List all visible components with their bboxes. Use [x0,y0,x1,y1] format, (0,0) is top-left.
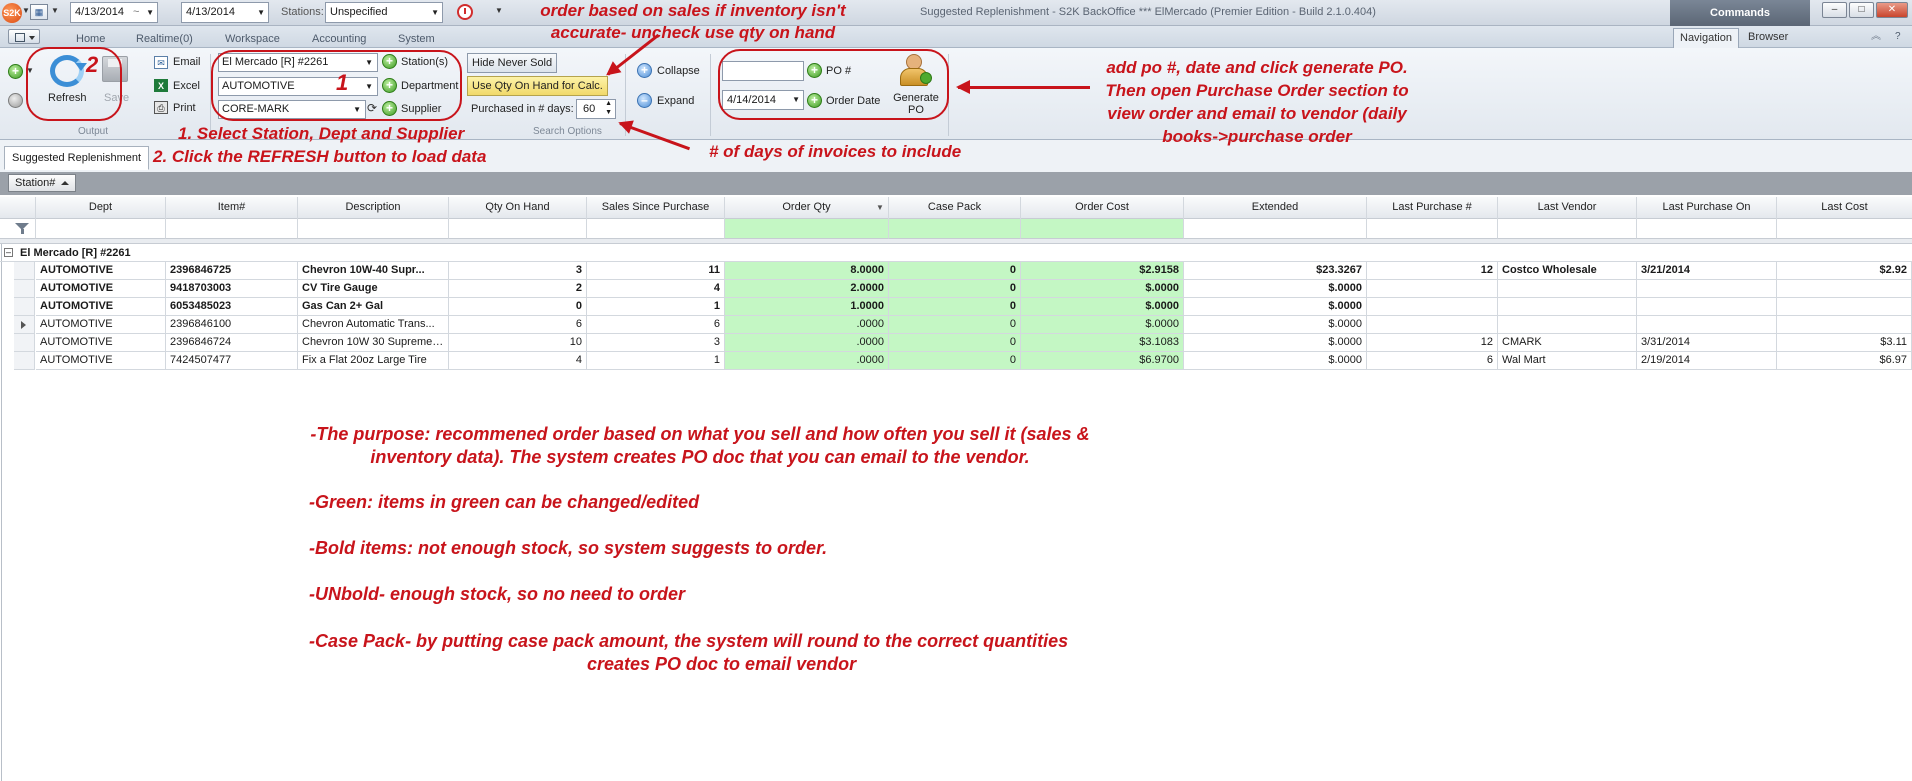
annotation-text: order based on sales if inventory isn't [540,1,846,20]
date-to-value: 4/13/2014 [186,6,235,18]
cell-extended: $23.3267 [1184,262,1367,280]
add-icon[interactable]: + [8,64,23,79]
cell-last-purchase-on: 3/21/2014 [1637,262,1777,280]
chevron-down-icon[interactable]: ▼ [431,8,439,17]
chevron-down-icon[interactable]: ▼ [146,8,154,17]
chevron-down-icon[interactable]: ▼ [22,6,30,15]
annotation-unbold: -UNbold- enough stock, so no need to order [309,584,685,604]
annotation-qty-on-hand [518,0,868,44]
email-icon[interactable]: ✉ [154,56,168,69]
cell-qty-on-hand: 0 [449,298,587,316]
column-header-sales-since-purchase[interactable]: Sales Since Purchase [587,197,725,219]
cell-item: 2396846725 [166,262,298,280]
add-supplier-icon[interactable]: + [382,101,397,116]
cell-sales-since-purchase: 6 [587,316,725,334]
supplier-button[interactable]: Supplier [401,103,442,115]
date-range-separator: ~ [133,6,140,18]
cell-dept: AUTOMOTIVE [36,298,166,316]
cell-last-cost [1777,298,1912,316]
column-header-dept[interactable]: Dept [36,197,166,219]
po-number-label: PO # [826,65,852,77]
cell-last-purchase-on [1637,280,1777,298]
cell-description: Chevron 10W 30 Supreme ... [298,334,449,352]
stations-label: Stations: [281,6,324,18]
commands-panel-tab[interactable]: Commands [1670,0,1810,26]
chevron-down-icon[interactable]: ▼ [365,58,373,67]
cell-dept: AUTOMOTIVE [36,334,166,352]
cell-order-cost[interactable]: $.0000 [1021,280,1184,298]
cell-order-qty[interactable]: .0000 [725,334,889,352]
cell-last-purchase-on [1637,298,1777,316]
annotation-text: view order and email to vendor (daily [1107,104,1407,123]
cell-extended: $.0000 [1184,298,1367,316]
filter-cell-order-qty[interactable] [725,219,889,239]
stations-select[interactable] [325,2,443,23]
collapse-group-icon[interactable]: – [5,247,11,257]
menu-workspace[interactable]: Workspace [225,33,280,45]
cell-sales-since-purchase: 3 [587,334,725,352]
save-button[interactable]: Save [104,92,130,104]
department-button[interactable]: Department [401,80,459,92]
column-header-description[interactable]: Description [298,197,449,219]
cell-last-vendor: Wal Mart [1498,352,1637,370]
annotation-text: creates PO doc to email vendor [587,654,857,674]
annotation-days: # of days of invoices to include [709,142,962,161]
tab-browser[interactable]: Browser [1748,31,1789,43]
refresh-button[interactable]: Refresh [48,92,87,104]
menu-realtime[interactable]: Realtime(0) [136,33,193,45]
cell-description: Chevron Automatic Trans... [298,316,449,334]
row-selector[interactable] [14,262,35,280]
cell-sales-since-purchase: 4 [587,280,725,298]
cell-last-purchase-number [1367,316,1498,334]
cell-last-purchase-number [1367,298,1498,316]
filter-cell[interactable] [1367,219,1498,239]
cell-order-cost[interactable]: $2.9158 [1021,262,1184,280]
chevron-down-icon[interactable]: ▼ [353,105,361,114]
annotation-number: 1 [336,70,349,95]
menu-system[interactable]: System [398,33,435,45]
cell-order-cost[interactable]: $6.9700 [1021,352,1184,370]
filter-cell[interactable] [1637,219,1777,239]
app-logo: S2K [2,3,22,23]
cell-extended: $.0000 [1184,334,1367,352]
excel-button[interactable]: Excel [173,80,200,92]
order-date-label: Order Date [826,95,881,107]
expand-button[interactable]: Expand [657,95,695,107]
group-by-station-chip[interactable]: Station# [8,174,76,192]
cell-last-purchase-on [1637,316,1777,334]
ribbon-menu-bar [0,26,1912,48]
cell-dept: AUTOMOTIVE [36,262,166,280]
chevron-down-icon[interactable]: ▼ [792,95,800,104]
annotation-green: -Green: items in green can be changed/edited [309,492,700,512]
cell-order-cost[interactable]: $3.1083 [1021,334,1184,352]
cell-dept: AUTOMOTIVE [36,316,166,334]
group-row-station[interactable] [0,244,1912,262]
annotation-text: Then open Purchase Order section to [1105,81,1409,100]
maximize-button[interactable]: □ [1849,2,1874,18]
tab-navigation[interactable]: Navigation [1673,28,1739,48]
date-from-value: 4/13/2014 [75,6,124,18]
help-icon[interactable]: ? [1895,31,1901,42]
annotation-text: -The purpose: recommened order based on what you sell and how often you sell it (sales & [310,424,1090,444]
cell-item: 2396846100 [166,316,298,334]
chevron-down-icon[interactable]: ▼ [257,8,265,17]
cell-last-purchase-number: 12 [1367,262,1498,280]
filter-cell[interactable] [36,219,166,239]
row-selector[interactable] [14,334,35,352]
print-button[interactable]: Print [173,102,196,114]
sort-desc-icon[interactable]: ▼ [876,203,884,212]
cell-order-qty[interactable]: 8.0000 [725,262,889,280]
header-corner [0,197,36,219]
purchased-days-value: 60 [583,103,596,115]
cell-extended: $.0000 [1184,352,1367,370]
menu-accounting[interactable]: Accounting [312,33,367,45]
filter-cell[interactable] [166,219,298,239]
generate-po-label: PO [908,104,924,116]
cell-last-purchase-on: 3/31/2014 [1637,334,1777,352]
cell-last-cost [1777,316,1912,334]
chevron-down-icon[interactable]: ▼ [51,6,59,15]
column-header-last-vendor[interactable]: Last Vendor [1498,197,1637,219]
cell-last-purchase-number: 12 [1367,334,1498,352]
order-date-value: 4/14/2014 [727,94,776,106]
row-selector[interactable] [14,280,35,298]
ribbon-separator [710,54,711,136]
filter-cell[interactable] [449,219,587,239]
cell-description: CV Tire Gauge [298,280,449,298]
cell-case-pack[interactable]: 0 [889,280,1021,298]
cell-last-cost: $3.11 [1777,334,1912,352]
cell-description: Gas Can 2+ Gal [298,298,449,316]
calendar-icon[interactable]: ▦ [30,4,48,20]
alarm-clock-icon[interactable] [457,4,473,20]
cell-sales-since-purchase: 1 [587,352,725,370]
add-station-icon[interactable]: + [382,54,397,69]
cell-extended: $.0000 [1184,280,1367,298]
group-row-label: El Mercado [R] #2261 [20,247,131,259]
add-department-icon[interactable]: + [382,78,397,93]
row-selector[interactable] [14,298,35,316]
add-po-icon[interactable]: + [807,63,822,78]
cell-qty-on-hand: 4 [449,352,587,370]
cell-qty-on-hand: 6 [449,316,587,334]
cell-qty-on-hand: 2 [449,280,587,298]
excel-icon[interactable]: X [154,79,168,92]
cell-last-purchase-number: 6 [1367,352,1498,370]
filter-cell[interactable] [1498,219,1637,239]
cell-last-vendor [1498,298,1637,316]
annotation-purpose [300,423,1100,469]
filter-cell[interactable] [1777,219,1912,239]
email-button[interactable]: Email [173,56,201,68]
cell-qty-on-hand: 10 [449,334,587,352]
remove-icon[interactable] [8,93,23,108]
menu-home[interactable]: Home [76,33,106,45]
stations-button[interactable]: Station(s) [401,56,449,68]
expand-icon[interactable]: – [637,93,652,108]
title-bar [0,0,1912,26]
cell-sales-since-purchase: 11 [587,262,725,280]
annotation-bold: -Bold items: not enough stock, so system suggests to order. [309,538,828,558]
filter-cell[interactable] [1184,219,1367,239]
cell-order-qty[interactable]: 2.0000 [725,280,889,298]
add-order-date-icon[interactable]: + [807,93,822,108]
collapse-icon[interactable]: + [637,63,652,78]
group-by-panel [0,172,1912,195]
cell-sales-since-purchase: 1 [587,298,725,316]
minimize-button[interactable]: – [1822,2,1847,18]
chevron-down-icon[interactable]: ▼ [26,66,34,75]
filter-cell[interactable] [298,219,449,239]
filter-icon[interactable] [15,222,29,235]
department-value: AUTOMOTIVE [222,80,295,92]
column-header-qty-on-hand[interactable]: Qty On Hand [449,197,587,219]
cell-order-qty[interactable]: 1.0000 [725,298,889,316]
cell-last-cost [1777,280,1912,298]
column-header-last-purchase-on[interactable]: Last Purchase On [1637,197,1777,219]
window-title: Suggested Replenishment - S2K BackOffice *** ElMercado (Premier Edition - Build 2.1.0.404) [920,6,1376,18]
cell-case-pack[interactable]: 0 [889,334,1021,352]
cell-case-pack[interactable]: 0 [889,316,1021,334]
cell-case-pack[interactable]: 0 [889,352,1021,370]
cell-case-pack[interactable]: 0 [889,262,1021,280]
cell-last-purchase-number [1367,280,1498,298]
filter-cell-case-pack[interactable] [889,219,1021,239]
grid-left-border [1,244,2,781]
print-icon[interactable]: ⎙ [154,101,168,114]
column-header-item[interactable]: Item# [166,197,298,219]
column-header-last-purchase-number[interactable]: Last Purchase # [1367,197,1498,219]
cell-qty-on-hand: 3 [449,262,587,280]
supplier-value: CORE-MARK [222,103,290,115]
annotation-generate-po [1082,56,1432,148]
column-header-order-qty[interactable]: Order Qty [725,197,889,219]
row-selector[interactable] [14,352,35,370]
date-from-field[interactable] [70,2,158,23]
cell-last-vendor: Costco Wholesale [1498,262,1637,280]
column-header-last-cost[interactable]: Last Cost [1821,201,1868,213]
row-selector[interactable] [14,316,35,334]
cell-order-cost[interactable]: $.0000 [1021,316,1184,334]
date-to-field[interactable] [181,2,269,23]
cell-dept: AUTOMOTIVE [36,280,166,298]
annotation-text: -Case Pack- by putting case pack amount, the system will round to the correct quantities [309,631,1069,651]
column-header-case-pack[interactable]: Case Pack [889,197,1021,219]
cell-last-vendor [1498,316,1637,334]
column-header-order-cost[interactable]: Order Cost [1021,197,1184,219]
annotation-arrow [958,86,1090,89]
cell-item: 6053485023 [166,298,298,316]
hide-never-sold-toggle[interactable]: Hide Never Sold [467,53,557,73]
annotation-ring-po [718,49,949,120]
purchased-days-stepper[interactable] [576,99,616,119]
cell-item: 9418703003 [166,280,298,298]
cell-item: 2396846724 [166,334,298,352]
chevron-down-icon[interactable]: ▼ [495,6,503,15]
annotation-text: add po #, date and click generate PO. [1106,58,1408,77]
annotation-number: 2 [86,52,99,77]
close-button[interactable]: ✕ [1876,2,1908,18]
station-value: El Mercado [R] #2261 [222,56,329,68]
use-qty-on-hand-toggle[interactable]: Use Qty On Hand for Calc. [467,76,608,96]
search-options-group-label: Search Options [533,126,602,137]
cell-order-qty[interactable]: .0000 [725,316,889,334]
quick-access-button[interactable] [8,29,40,44]
cell-item: 7424507477 [166,352,298,370]
annotation-text: inventory data). The system creates PO doc that you can email to the vendor. [370,447,1030,467]
stations-value: Unspecified [330,6,388,18]
tab-suggested-replenishment[interactable]: Suggested Replenishment [4,146,149,170]
cell-last-cost: $6.97 [1777,352,1912,370]
annotation-ring-refresh [26,47,122,121]
annotation-case-pack [309,630,1068,676]
cell-order-qty[interactable]: .0000 [725,352,889,370]
cell-extended: $.0000 [1184,316,1367,334]
filter-cell[interactable] [587,219,725,239]
cell-last-vendor: CMARK [1498,334,1637,352]
cell-last-vendor [1498,280,1637,298]
stepper-arrows-icon[interactable]: ▲ ▼ [605,100,612,116]
filter-cell-order-cost[interactable] [1021,219,1184,239]
chevron-down-icon[interactable]: ▼ [365,82,373,91]
annotation-text: books->purchase order [1162,127,1352,146]
column-header-extended[interactable]: Extended [1184,197,1367,219]
cell-description: Fix a Flat 20oz Large Tire [298,352,449,370]
cell-case-pack[interactable]: 0 [889,298,1021,316]
cell-order-cost[interactable]: $.0000 [1021,298,1184,316]
cell-dept: AUTOMOTIVE [36,352,166,370]
output-group-label: Output [78,126,109,137]
cell-last-cost: $2.92 [1777,262,1912,280]
cell-description: Chevron 10W-40 Supr... [298,262,449,280]
generate-po-label: Generate [893,92,939,104]
cell-last-purchase-on: 2/19/2014 [1637,352,1777,370]
annotation-step1: 1. Select Station, Dept and Supplier [178,124,465,143]
collapse-ribbon-icon[interactable]: ︽ [1871,31,1881,42]
reload-supplier-icon[interactable]: ⟳ [367,101,378,115]
annotation-step2: 2. Click the REFRESH button to load data [153,147,487,166]
annotation-text: accurate- uncheck use qty on hand [550,23,836,42]
purchased-days-label: Purchased in # days: [471,103,574,115]
collapse-button[interactable]: Collapse [657,65,700,77]
